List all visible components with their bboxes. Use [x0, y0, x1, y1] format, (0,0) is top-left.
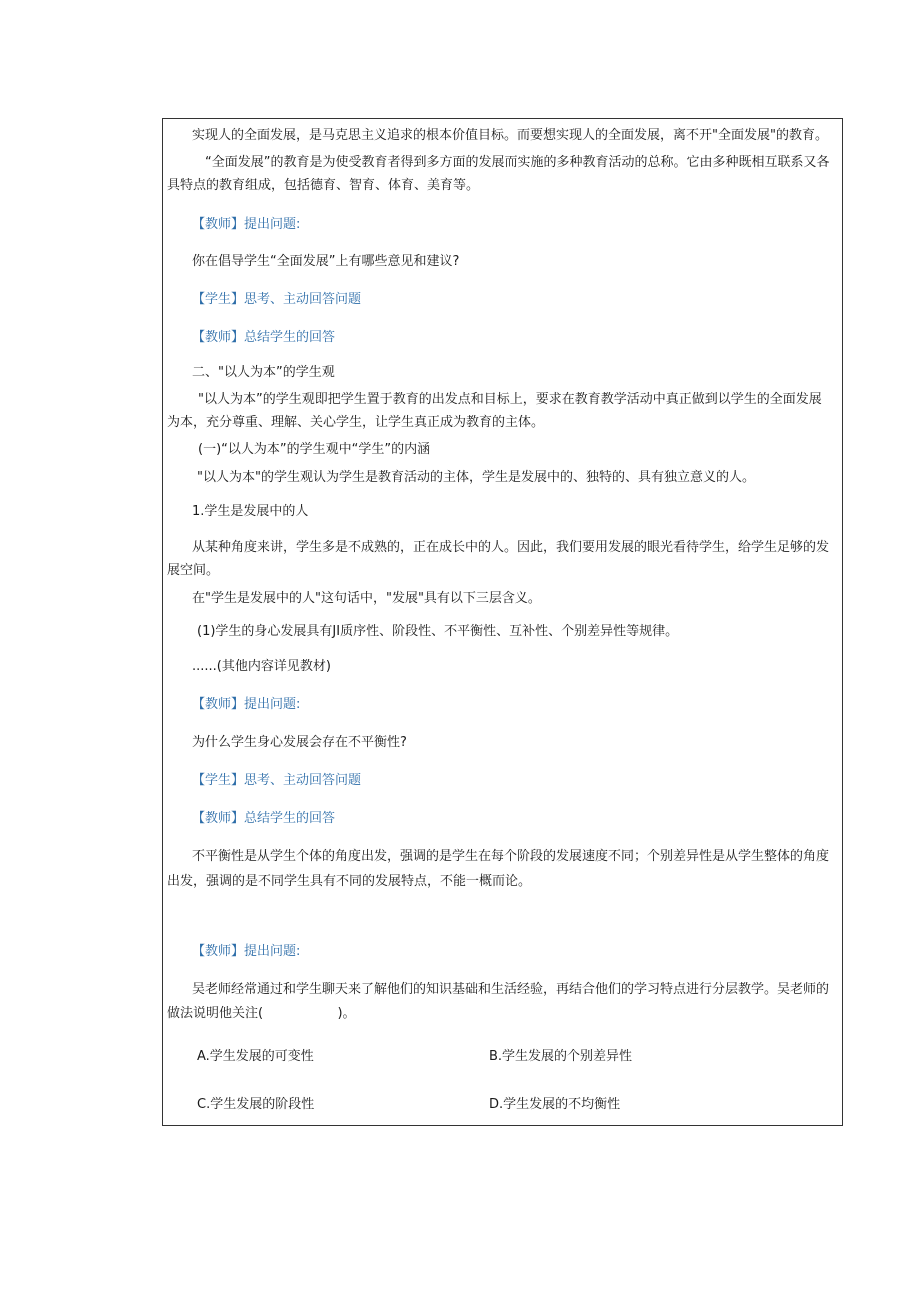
more-in-textbook-note: ......(其他内容详见教材)	[192, 659, 331, 674]
question-1: 你在倡导学生“全面发展”上有哪些意见和建议?	[192, 254, 460, 269]
option-a: A.学生发展的可变性	[197, 1049, 314, 1064]
paragraph-intro: 实现人的全面发展，是马克思主义追求的根本价值目标。而要想实现人的全面发展，离不开"全面发展"的教育。	[192, 128, 828, 143]
student-answer-label-2: 【学生】思考、主动回答问题	[192, 773, 362, 788]
teacher-summary-label-1: 【教师】总结学生的回答	[192, 330, 336, 345]
student-answer-label-1: 【学生】思考、主动回答问题	[192, 292, 362, 307]
option-c: C.学生发展的阶段性	[197, 1097, 315, 1112]
option-d: D.学生发展的不均衡性	[489, 1097, 621, 1112]
paragraph-student-view-2: 为本，充分尊重、理解、关心学生，让学生真正成为教育的主体。	[167, 415, 545, 430]
paragraph-three-meanings: 在"学生是发展中的人"这句话中，"发展"具有以下三层含义。	[192, 591, 541, 606]
paragraph-development-1: 从某种角度来讲，学生多是不成熟的，正在成长中的人。因此，我们要用发展的眼光看待学生，给学生足够的发	[192, 540, 830, 555]
paragraph-development-2: 展空间。	[167, 563, 220, 578]
question-2: 为什么学生身心发展会存在不平衡性?	[192, 735, 407, 750]
point-heading-1: 1.学生是发展中的人	[192, 504, 309, 519]
paragraph-all-round-2: 具特点的教育组成，包括德育、智育、体育、美育等。	[167, 178, 480, 193]
teacher-question-label-1: 【教师】提出问题:	[192, 217, 301, 232]
teacher-question-label-2: 【教师】提出问题:	[192, 697, 301, 712]
question-3-line-1: 吴老师经常通过和学生聊天来了解他们的知识基础和生活经验，再结合他们的学习特点进行分层教学。吴老师的	[192, 982, 830, 997]
subsection-heading-1: (一)“以人为本”的学生观中“学生”的内涵	[198, 442, 431, 457]
paragraph-student-subject: "以人为本"的学生观认为学生是教育活动的主体，学生是发展中的、独特的、具有独立意义的人。	[197, 470, 755, 485]
meaning-item-1: (1)学生的身心发展具有JI质序性、阶段性、不平衡性、互补性、个别差异性等规律。	[197, 624, 679, 639]
paragraph-student-view-1: "以人为本”的学生观即把学生置于教育的出发点和目标上，要求在教育教学活动中真正做到以学生的全面发展	[198, 392, 822, 407]
paragraph-all-round-1: “全面发展”的教育是为使受教育者得到多方面的发展而实施的多种教育活动的总称。它由多种既相互联系又各	[205, 155, 830, 170]
paragraph-imbalance-2: 出发，强调的是不同学生具有不同的发展特点，不能一概而论。	[167, 874, 532, 889]
teacher-question-label-3: 【教师】提出问题:	[192, 944, 301, 959]
option-b: B.学生发展的个别差异性	[489, 1049, 633, 1064]
question-3-line-2: 做法说明他关注( )。	[167, 1006, 356, 1021]
section-heading-2: 二、"以人为本”的学生观	[192, 365, 335, 380]
teacher-summary-label-2: 【教师】总结学生的回答	[192, 811, 336, 826]
paragraph-imbalance-1: 不平衡性是从学生个体的角度出发，强调的是学生在每个阶段的发展速度不同；个别差异性是从学生整体的角度	[192, 849, 830, 864]
